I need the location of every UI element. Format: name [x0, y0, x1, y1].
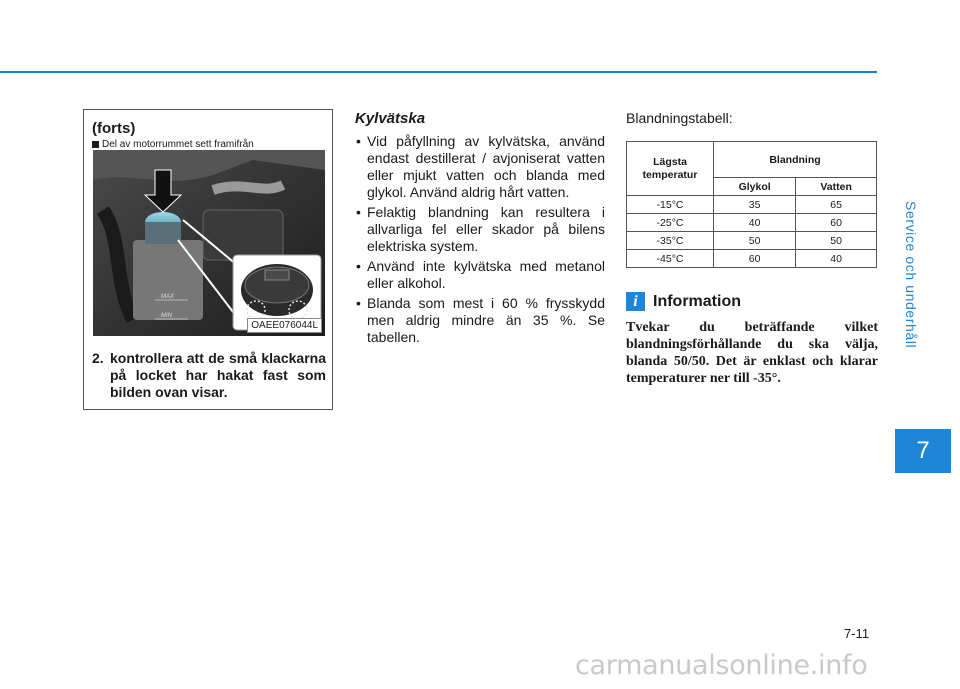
figure-code: OAEE076044L: [247, 318, 322, 333]
top-rule: [0, 71, 877, 73]
mix-section: [626, 110, 878, 387]
square-bullet-icon: [92, 141, 99, 148]
cell-temp: -35°C: [627, 232, 714, 250]
header-temp: [627, 142, 714, 196]
table-row: [627, 214, 877, 232]
list-item: • Använd inte kylvätska med metanol eller alkohol.: [355, 258, 605, 292]
header-temp-line1: Lägsta: [653, 155, 687, 168]
min-label: MIN: [161, 313, 172, 319]
figure-step: [92, 350, 326, 401]
table-row: [627, 232, 877, 250]
list-item: • Felaktig blandning kan resultera i allvarliga fel eller skador på bilens elektriska system.: [355, 204, 605, 255]
info-title: Information: [653, 292, 741, 310]
mix-table-label: Blandningstabell:: [626, 110, 733, 126]
coolant-bullets: [355, 133, 605, 346]
header-temp-line2: temperatur: [642, 168, 698, 181]
cell-temp: -15°C: [627, 196, 714, 214]
header-water: Vatten: [796, 178, 877, 196]
max-label: MAX: [161, 294, 175, 300]
mix-table: [626, 141, 877, 268]
cell-water: 50: [796, 232, 877, 250]
section-side-label: [891, 120, 931, 430]
figure-title: (forts): [92, 120, 136, 137]
page-number: 7-11: [844, 626, 870, 641]
list-item: • Blanda som mest i 60 % frysskydd men aldrig mindre än 35 %. Se tabellen.: [355, 295, 605, 346]
cell-water: 65: [796, 196, 877, 214]
step-text: kontrollera att de små klackarna på locket har hakat fast som bilden ovan visar.: [110, 350, 326, 400]
chapter-tab: 7: [895, 429, 951, 473]
info-header: [626, 292, 878, 311]
step-number: 2.: [92, 350, 104, 366]
table-row: [627, 196, 877, 214]
coolant-title: Kylvätska: [355, 110, 426, 127]
info-body: Tvekar du beträffande vilket blandningsförhållande du ska välja, blanda 50/50. Det är enklast och klarar temperaturer ner till -35°.: [626, 320, 878, 386]
watermark: carmanualsonline.info: [575, 650, 868, 681]
coolant-section: [355, 110, 605, 349]
cell-water: 40: [796, 250, 877, 268]
info-icon: i: [626, 292, 645, 311]
figure-caption: [92, 139, 254, 150]
cell-glycol: 35: [714, 196, 796, 214]
cell-glycol: 60: [714, 250, 796, 268]
cell-glycol: 50: [714, 232, 796, 250]
section-label-text: Service och underhåll: [903, 201, 919, 349]
table-row: [627, 250, 877, 268]
list-item: • Vid påfyllning av kylvätska, använd endast destillerat / avjoniserat vatten eller mjukt vatten och blanda med glykol. Använd aldrig hårt vatten.: [355, 133, 605, 201]
engine-bay-photo: [93, 150, 325, 336]
cell-water: 60: [796, 214, 877, 232]
figure-caption-text: Del av motorrummet sett framifrån: [102, 139, 254, 150]
cell-temp: -45°C: [627, 250, 714, 268]
header-glycol: Glykol: [714, 178, 796, 196]
engine-bay-illustration: [93, 150, 325, 336]
figure-box: [83, 109, 333, 410]
cell-glycol: 40: [714, 214, 796, 232]
cell-temp: -25°C: [627, 214, 714, 232]
header-mix: Blandning: [714, 142, 877, 178]
